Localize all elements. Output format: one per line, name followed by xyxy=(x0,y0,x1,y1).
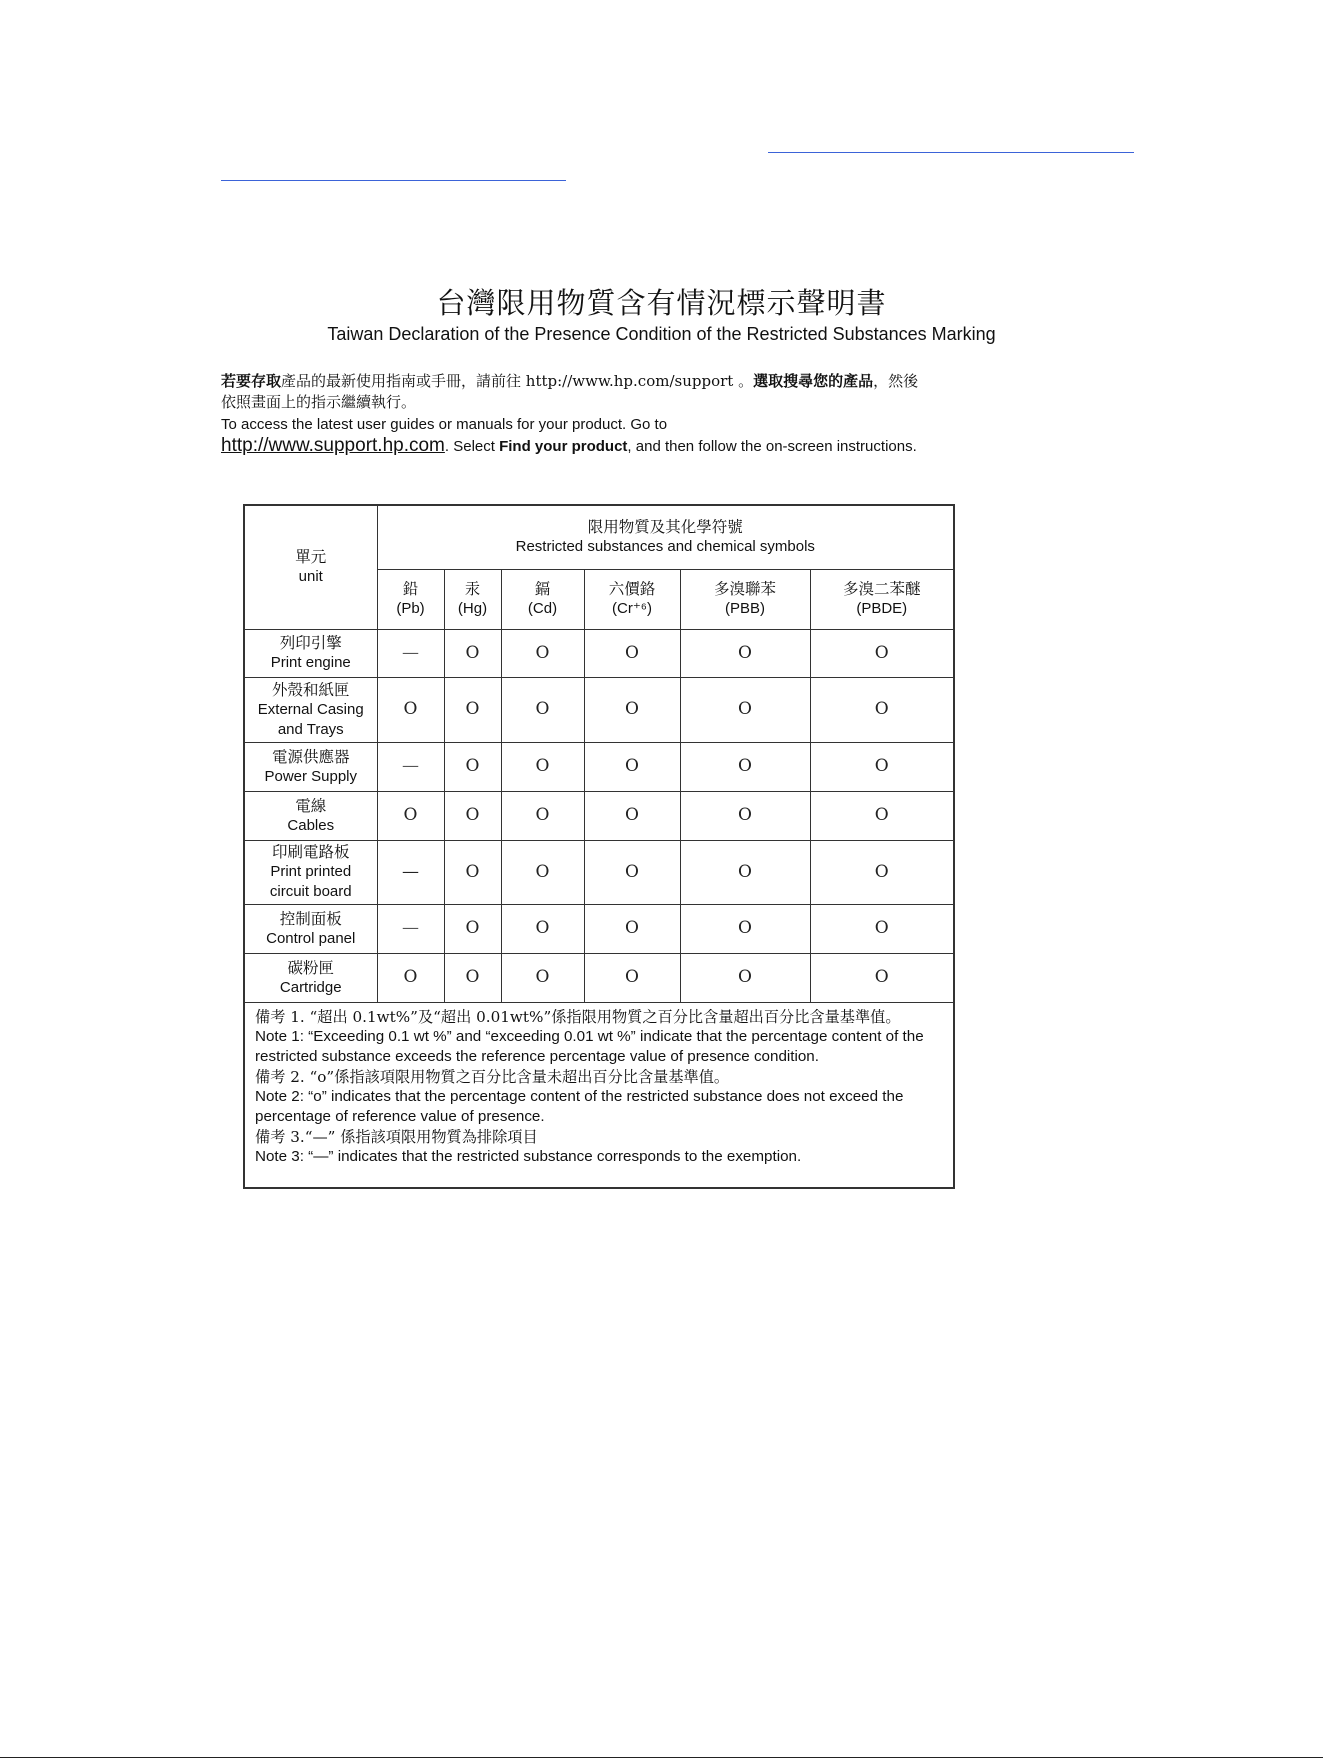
mark: O xyxy=(625,805,639,825)
mark: O xyxy=(535,805,550,825)
table-row xyxy=(244,742,954,791)
mark: — xyxy=(402,918,419,938)
mark-cell xyxy=(584,953,680,1002)
unit-name-en: Power Supply xyxy=(264,767,358,785)
mark: O xyxy=(535,642,550,663)
mark-cell xyxy=(501,904,584,953)
unit-name-cn: 印刷電路板 xyxy=(271,843,350,861)
mark: O xyxy=(874,642,889,663)
mark-cell xyxy=(680,629,810,677)
note-line: 備考 1. “超出 0.1wt%”及“超出 0.01wt%”係指限用物質之百分比含量超出百分比含量基準值。 xyxy=(255,1007,901,1026)
table-header-row-1 xyxy=(244,505,954,569)
unit-name-cn: 控制面板 xyxy=(279,909,342,928)
unit-name-cn: 列印引擎 xyxy=(279,634,342,652)
mark-cell xyxy=(680,677,810,742)
unit-cell xyxy=(244,840,377,904)
mark: O xyxy=(403,805,418,825)
mark: O xyxy=(465,918,480,938)
mark-cell xyxy=(584,791,680,840)
column-header-cn: 多溴二苯醚 xyxy=(843,580,921,598)
unit-name-cn: 外殼和紙匣 xyxy=(271,680,350,699)
mark: O xyxy=(625,861,639,882)
unit-name-en: External Casing xyxy=(257,700,364,718)
mark: O xyxy=(738,805,752,825)
mark-cell xyxy=(680,742,810,791)
mark: O xyxy=(625,967,639,987)
restricted-substances-table xyxy=(243,504,955,1189)
find-product-bold: Find your product xyxy=(499,438,628,455)
page-bottom-rule xyxy=(0,1757,1323,1758)
unit-name-cn: 碳粉匣 xyxy=(287,958,334,977)
mark-cell xyxy=(444,677,501,742)
note-line: Note 2: “o” indicates that the percentage content of the restricted substance does not exceed the xyxy=(255,1087,904,1105)
mark-cell xyxy=(584,840,680,904)
mark-cell xyxy=(680,791,810,840)
unit-name-en-line2: and Trays xyxy=(277,720,344,738)
unit-cell xyxy=(244,904,377,953)
mark: O xyxy=(625,756,639,776)
mark-cell xyxy=(501,840,584,904)
column-header-symbol: (Cd) xyxy=(527,600,558,617)
mark-cell xyxy=(444,791,501,840)
mark: O xyxy=(465,699,480,719)
mark-cell xyxy=(377,953,444,1002)
mark-cell xyxy=(584,904,680,953)
column-header-symbol: (Cr⁺⁶) xyxy=(612,600,652,617)
mark-cell xyxy=(377,677,444,742)
mark: — xyxy=(402,642,419,663)
mark: O xyxy=(403,967,418,987)
mark-cell xyxy=(444,840,501,904)
column-header xyxy=(810,569,954,629)
column-header-cn: 六價鉻 xyxy=(608,580,656,598)
mark-cell xyxy=(584,742,680,791)
intro-line-4 xyxy=(221,436,917,457)
unit-header-cell xyxy=(244,505,377,629)
note-line: 備考 2. “o”係指該項限用物質之百分比含量未超出百分比含量基準值。 xyxy=(255,1067,730,1086)
note-line: 備考 3.“—” 係指該項限用物質為排除項目 xyxy=(255,1127,538,1146)
column-header xyxy=(680,569,810,629)
mark-cell xyxy=(680,953,810,1002)
mark-cell xyxy=(377,904,444,953)
mark-cell xyxy=(444,742,501,791)
mark-cell xyxy=(377,629,444,677)
mark: O xyxy=(625,642,639,663)
mark: O xyxy=(738,861,752,882)
mark-cell xyxy=(584,629,680,677)
mark-cell xyxy=(444,904,501,953)
mark: O xyxy=(465,642,480,663)
unit-name-en: Cables xyxy=(287,816,335,834)
mark: O xyxy=(738,699,752,719)
mark: O xyxy=(465,805,480,825)
mark-cell xyxy=(501,742,584,791)
substances-group-en: Restricted substances and chemical symbols xyxy=(515,538,815,556)
substances-group-header xyxy=(377,505,954,569)
column-header xyxy=(377,569,444,629)
mark-cell xyxy=(810,953,954,1002)
mark: O xyxy=(535,699,550,719)
column-header-symbol: (Hg) xyxy=(457,600,488,617)
page-title-chinese: 台灣限用物質含有情況標示聲明書 xyxy=(436,286,887,320)
unit-cell xyxy=(244,791,377,840)
notes-row xyxy=(244,1002,954,1188)
mark-cell xyxy=(810,791,954,840)
unit-cell xyxy=(244,742,377,791)
table-row xyxy=(244,904,954,953)
unit-cell xyxy=(244,953,377,1002)
mark: O xyxy=(738,918,752,938)
substances-group-cn: 限用物質及其化學符號 xyxy=(587,518,743,537)
mark-cell xyxy=(501,953,584,1002)
mark: O xyxy=(874,967,889,987)
mark: O xyxy=(874,699,889,719)
mark: O xyxy=(535,918,550,938)
mark-cell xyxy=(810,840,954,904)
mark: — xyxy=(402,756,419,776)
intro-text-1: 產品的最新使用指南或手冊，請前往 http://www.hp.com/support 。 xyxy=(281,372,754,390)
column-header-cn: 汞 xyxy=(464,580,481,598)
unit-name-cn: 電線 xyxy=(295,796,327,815)
table-row xyxy=(244,791,954,840)
unit-header-en: unit xyxy=(298,568,323,586)
mark-cell xyxy=(810,742,954,791)
mark: O xyxy=(625,918,639,938)
intro-follow-text: , and then follow the on-screen instructions. xyxy=(627,438,917,455)
mark: O xyxy=(465,861,480,882)
mark: O xyxy=(403,699,418,719)
note-line: percentage of reference value of presence. xyxy=(255,1107,545,1125)
column-header xyxy=(444,569,501,629)
unit-header-cn: 單元 xyxy=(295,548,327,567)
table-row xyxy=(244,840,954,904)
table-row xyxy=(244,953,954,1002)
mark: O xyxy=(738,756,752,776)
intro-line-2: 依照畫面上的指示繼續執行。 xyxy=(221,393,417,411)
intro-bold-select: 選取搜尋您的產品 xyxy=(753,372,874,390)
mark-cell xyxy=(444,629,501,677)
mark: — xyxy=(402,861,419,882)
column-header xyxy=(584,569,680,629)
mark-cell xyxy=(501,791,584,840)
intro-bold-access: 若要存取 xyxy=(221,372,282,390)
mark-cell xyxy=(377,742,444,791)
mark: O xyxy=(874,756,889,776)
column-header-symbol: (Pb) xyxy=(396,600,425,617)
mark: O xyxy=(465,967,480,987)
intro-line-1 xyxy=(221,371,918,391)
column-header-symbol: (PBB) xyxy=(724,600,765,617)
mark-cell xyxy=(810,677,954,742)
support-link[interactable]: http://www.support.hp.com xyxy=(221,435,445,456)
mark: O xyxy=(535,756,550,776)
mark: O xyxy=(465,756,480,776)
mark-cell xyxy=(501,677,584,742)
mark: O xyxy=(535,967,550,987)
mark-cell xyxy=(377,791,444,840)
unit-name-cn: 電源供應器 xyxy=(271,747,350,766)
notes-cell xyxy=(244,1002,954,1188)
note-line: restricted substance exceeds the reference percentage value of presence condition. xyxy=(255,1047,819,1065)
mark-cell xyxy=(680,840,810,904)
mark-cell xyxy=(444,953,501,1002)
unit-name-en: Print engine xyxy=(270,654,351,671)
mark-cell xyxy=(680,904,810,953)
link-underline-top-left xyxy=(221,180,566,181)
intro-select-text: . Select xyxy=(444,438,500,455)
mark-cell xyxy=(810,629,954,677)
mark: O xyxy=(874,861,889,882)
mark-cell xyxy=(377,840,444,904)
mark: O xyxy=(738,967,752,987)
unit-name-en: Control panel xyxy=(266,929,356,947)
table-row xyxy=(244,677,954,742)
mark: O xyxy=(874,918,889,938)
unit-cell xyxy=(244,677,377,742)
note-line: Note 3: “—” indicates that the restricted substance corresponds to the exemption. xyxy=(255,1147,802,1165)
column-header-cn: 多溴聯苯 xyxy=(713,580,776,598)
mark-cell xyxy=(501,629,584,677)
note-line: Note 1: “Exceeding 0.1 wt %” and “exceeding 0.01 wt %” indicate that the percentage content of the xyxy=(255,1027,924,1045)
mark: O xyxy=(874,805,889,825)
unit-name-en: Cartridge xyxy=(279,978,342,996)
table-row xyxy=(244,629,954,677)
mark: O xyxy=(535,861,550,882)
page-title-english: Taiwan Declaration of the Presence Condition of the Restricted Substances Marking xyxy=(327,324,996,344)
mark-cell xyxy=(810,904,954,953)
unit-name-en-line2: circuit board xyxy=(269,883,352,900)
unit-name-en: Print printed xyxy=(270,863,352,880)
column-header-symbol: (PBDE) xyxy=(856,600,908,617)
mark: O xyxy=(738,642,752,663)
mark: O xyxy=(625,699,639,719)
column-header-cn: 鉛 xyxy=(402,580,419,598)
intro-tail: ，然後 xyxy=(873,372,919,390)
unit-cell xyxy=(244,629,377,677)
column-header xyxy=(501,569,584,629)
column-header-cn: 鎘 xyxy=(534,580,551,598)
link-underline-top-right xyxy=(768,152,1134,153)
mark-cell xyxy=(584,677,680,742)
intro-line-3: To access the latest user guides or manuals for your product. Go to xyxy=(221,416,668,433)
